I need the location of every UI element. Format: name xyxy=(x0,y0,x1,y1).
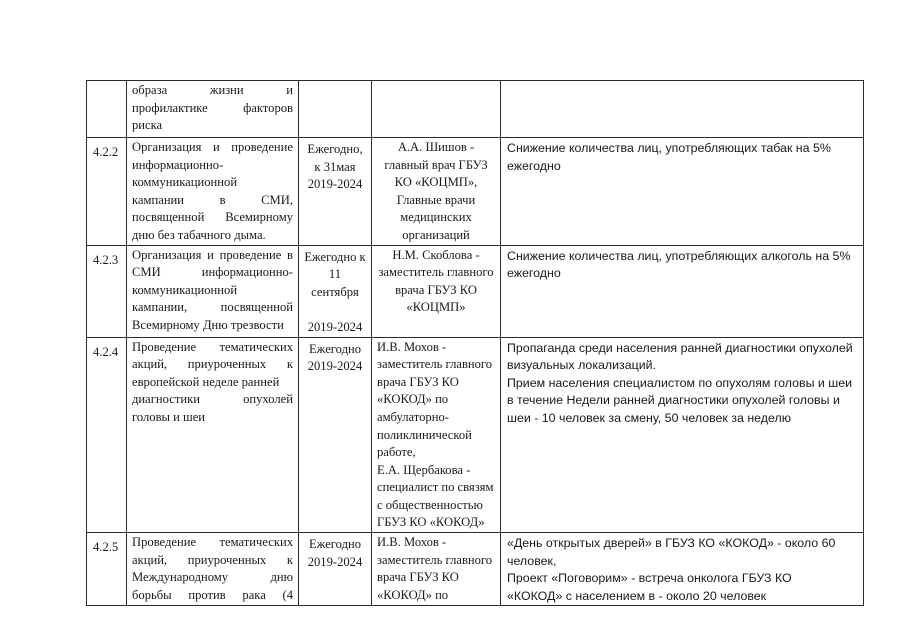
activity-line: акций, приуроченных к xyxy=(132,357,293,372)
activity-line: информационно- xyxy=(132,157,224,172)
table-row xyxy=(87,138,864,246)
activity-line: профилактике факторов xyxy=(132,100,293,115)
activity-line: акций, приуроченных к xyxy=(132,552,293,567)
activity-cell xyxy=(127,337,299,533)
responsible-line: заместитель главного xyxy=(377,552,493,567)
result-cell xyxy=(501,138,864,246)
term-cell xyxy=(299,533,372,606)
responsible-line: Н.М. Скоблова - xyxy=(392,247,480,262)
result-line: человек, xyxy=(507,553,557,568)
responsible-line: «КОЦМП» xyxy=(406,300,466,315)
result-line: ежегодно xyxy=(507,158,561,173)
responsible-line: заместитель главного xyxy=(378,265,494,280)
plan-table xyxy=(86,80,864,606)
term-line: 11 сентября xyxy=(311,267,359,299)
activity-line: Международному дню xyxy=(132,570,293,585)
responsible-line: Е.А. Щербакова - xyxy=(377,462,471,477)
result-line: Проект «Поговорим» - встреча онколога ГБУЗ КО xyxy=(507,571,792,586)
term-line: Ежегодно xyxy=(308,341,362,356)
activity-line: коммуникационной xyxy=(132,282,238,297)
activity-line: европейской неделе ранней xyxy=(132,374,280,389)
responsible-line: КО «КОЦМП», xyxy=(394,175,478,190)
responsible-line: И.В. Мохов - xyxy=(377,339,447,354)
activity-cell xyxy=(127,81,299,138)
result-line: в течение Недели ранней диагностики опухолей головы и xyxy=(507,393,840,408)
table-row xyxy=(87,81,864,138)
responsible-line: «КОКОД» по xyxy=(377,392,449,407)
result-line: Снижение количества лиц, употребляющих табак на 5% xyxy=(507,141,831,155)
activity-line: Проведение тематических xyxy=(132,339,293,354)
activity-cell xyxy=(127,533,299,606)
responsible-line: медицинских xyxy=(400,210,472,225)
row-number xyxy=(87,81,127,138)
activity-line: Организация и проведение xyxy=(132,140,293,154)
responsible-cell xyxy=(372,138,501,246)
responsible-line: организаций xyxy=(402,227,470,242)
responsible-line: с общественностью xyxy=(377,497,483,512)
result-cell xyxy=(501,533,864,606)
responsible-cell xyxy=(372,533,501,606)
activity-line: образа жизни и xyxy=(132,83,293,97)
term-line: 2019-2024 xyxy=(307,177,363,192)
term-line: 2019-2024 xyxy=(307,554,363,569)
result-line: ежегодно xyxy=(507,266,561,281)
responsible-cell xyxy=(372,81,501,138)
activity-line: диагностики опухолей xyxy=(132,392,293,407)
term-cell xyxy=(299,81,372,138)
responsible-line: врача ГБУЗ КО xyxy=(377,570,459,585)
responsible-line: амбулаторно- xyxy=(377,409,449,424)
responsible-line: врача ГБУЗ КО xyxy=(377,374,459,389)
result-line: шеи - 10 человек за смену, 50 человек за неделю xyxy=(507,410,792,425)
activity-line: Организация и проведение в xyxy=(132,247,293,262)
term-line: к 31мая xyxy=(314,159,356,174)
result-line: «КОКОД» с населением в - около 20 человек xyxy=(507,588,767,603)
result-line: Пропаганда среди населения ранней диагностики опухолей xyxy=(507,340,853,355)
activity-line: кампании в СМИ, xyxy=(132,192,293,207)
term-line: Ежегодно к xyxy=(304,249,366,264)
table-row xyxy=(87,245,864,337)
result-line: визуальных локализаций. xyxy=(507,358,657,373)
term-line: 2019-2024 xyxy=(307,359,363,374)
table-row xyxy=(87,337,864,533)
activity-line: посвященной Всемирному xyxy=(132,210,293,225)
activity-line: дню без табачного дыма. xyxy=(132,227,266,242)
activity-line: головы и шеи xyxy=(132,409,206,424)
responsible-line: работе, xyxy=(377,445,416,460)
responsible-line: главный врач ГБУЗ xyxy=(384,157,488,172)
row-number: 4.2.3 xyxy=(87,245,127,337)
term-line xyxy=(304,301,366,319)
result-cell xyxy=(501,81,864,138)
activity-line: СМИ информационно- xyxy=(132,265,293,280)
responsible-cell xyxy=(372,337,501,533)
responsible-line: врача ГБУЗ КО xyxy=(395,282,477,297)
term-cell xyxy=(299,245,372,337)
result-cell xyxy=(501,337,864,533)
responsible-line: заместитель главного xyxy=(377,357,493,372)
responsible-line: поликлинической xyxy=(377,427,472,442)
activity-line: борьбы против рака (4 xyxy=(132,587,293,602)
activity-line: риска xyxy=(132,118,163,133)
table-row xyxy=(87,533,864,606)
responsible-line: «КОКОД» по xyxy=(377,587,449,602)
row-number: 4.2.4 xyxy=(87,337,127,533)
activity-line: Всемирному Дню трезвости xyxy=(132,317,284,332)
responsible-line: Главные врачи xyxy=(396,192,476,207)
result-line: Снижение количества лиц, употребляющих алкоголь на 5% xyxy=(507,248,851,263)
activity-cell xyxy=(127,138,299,246)
activity-line: коммуникационной xyxy=(132,175,238,190)
row-number: 4.2.2 xyxy=(87,138,127,246)
responsible-line: А.А. Шишов - xyxy=(397,140,475,154)
term-line: Ежегодно xyxy=(308,537,362,552)
result-line: «День открытых дверей» в ГБУЗ КО «КОКОД» - около 60 xyxy=(507,536,836,551)
responsible-line: специалист по связям xyxy=(377,480,494,495)
term-line: 2019-2024 xyxy=(307,319,363,334)
activity-cell xyxy=(127,245,299,337)
responsible-line: ГБУЗ КО «КОКОД» xyxy=(377,515,485,530)
term-line: Ежегодно, xyxy=(307,142,363,156)
responsible-cell xyxy=(372,245,501,337)
term-cell xyxy=(299,138,372,246)
result-line: Прием населения специалистом по опухолям головы и шеи xyxy=(507,375,853,390)
term-cell xyxy=(299,337,372,533)
responsible-line: И.В. Мохов - xyxy=(377,535,447,550)
result-cell xyxy=(501,245,864,337)
activity-line: кампании, посвященной xyxy=(132,300,293,315)
activity-line: Проведение тематических xyxy=(132,535,293,550)
document-page xyxy=(86,80,863,606)
row-number: 4.2.5 xyxy=(87,533,127,606)
